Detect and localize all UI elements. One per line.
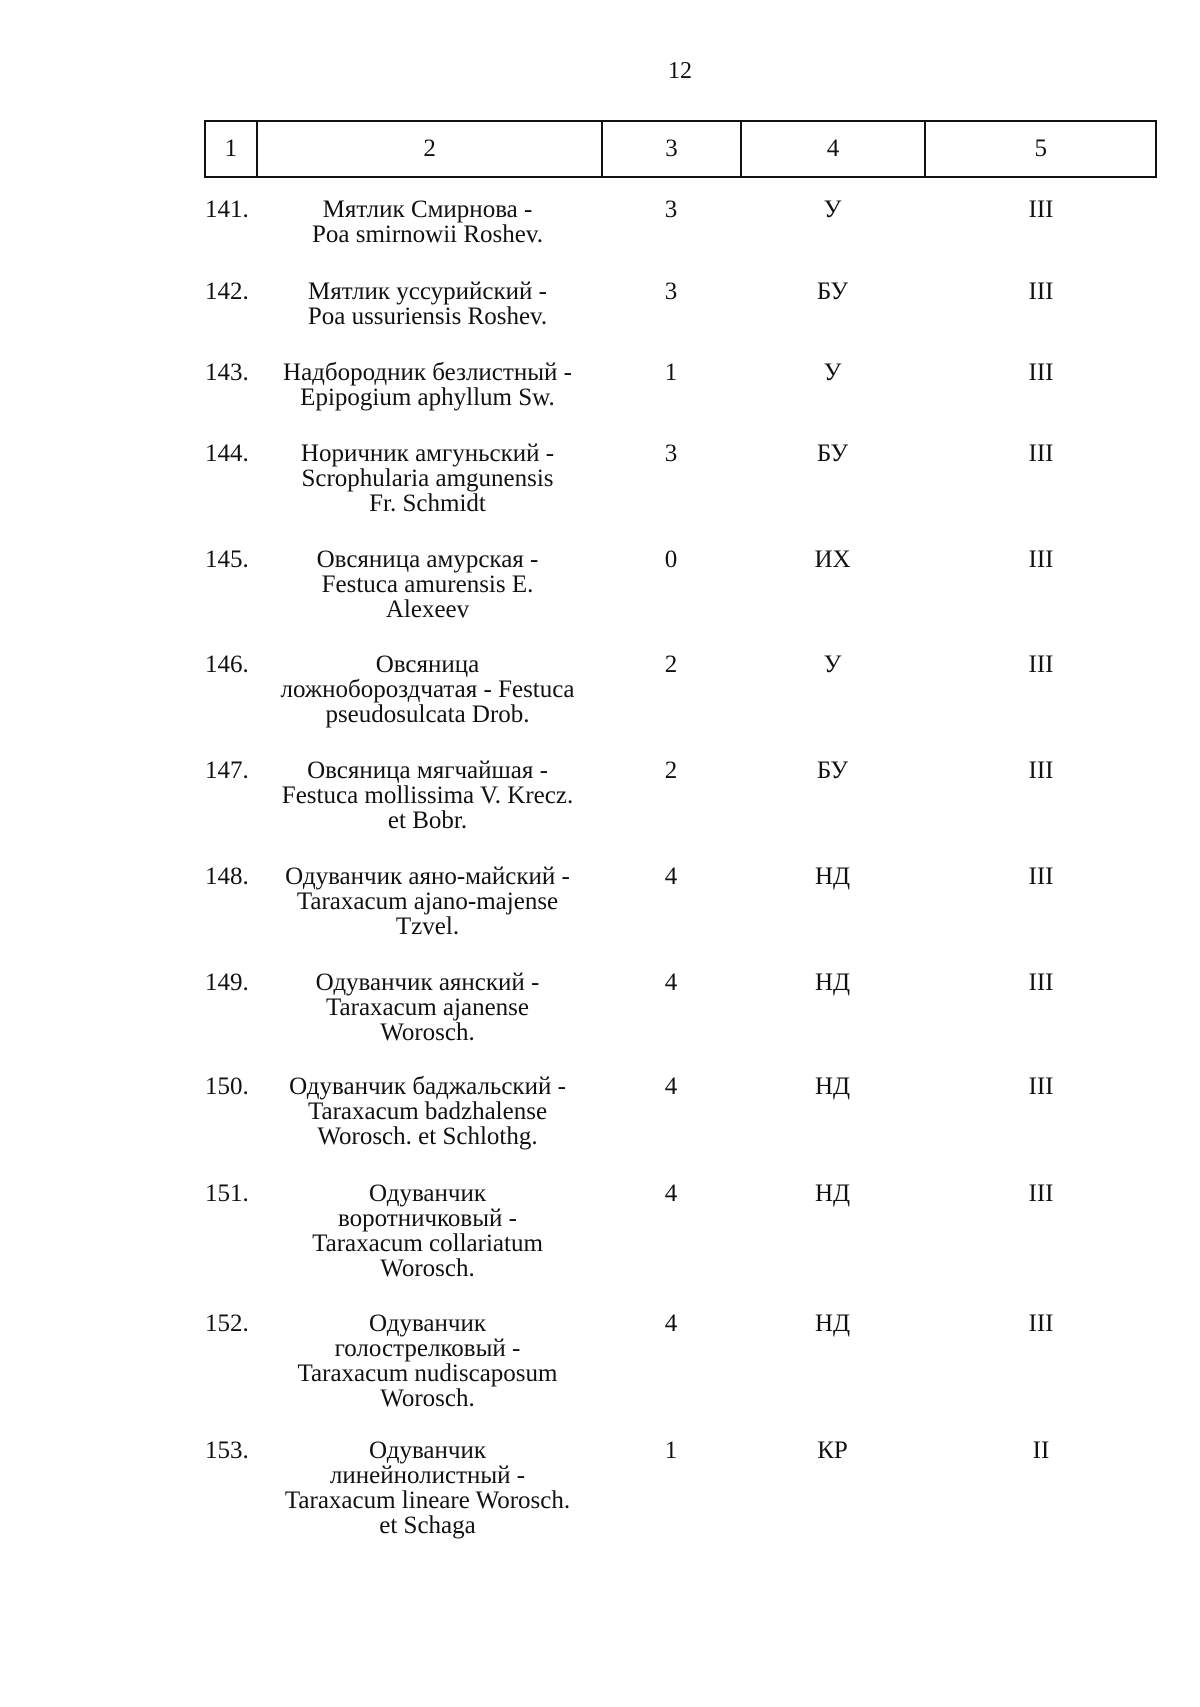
species-name	[250, 1181, 605, 1281]
priority-class: III	[1028, 440, 1054, 467]
priority-class: III	[1028, 546, 1054, 573]
status-code: БУ	[816, 757, 849, 784]
status-code: ИХ	[814, 546, 851, 573]
species-name	[250, 864, 605, 939]
species-name	[250, 441, 605, 516]
species-name	[250, 970, 605, 1045]
species-name	[250, 758, 605, 833]
status-category: 4	[664, 969, 678, 996]
species-name-line: Worosch.	[380, 1255, 475, 1282]
row-number: 152.	[205, 1310, 249, 1337]
species-name-line: Норичник амгуньский -	[300, 440, 555, 467]
status-code: У	[823, 651, 842, 678]
priority-class: III	[1028, 359, 1054, 386]
status-category: 4	[664, 863, 678, 890]
species-name-line: Одуванчик аянский -	[315, 969, 540, 996]
species-name	[250, 652, 605, 727]
status-category: 1	[664, 359, 678, 386]
species-name-line: Овсяница мягчайшая -	[307, 757, 548, 784]
status-category: 3	[664, 196, 678, 223]
species-name-line: Alexeev	[385, 596, 470, 623]
priority-class: III	[1028, 278, 1054, 305]
species-name-line: Taraxacum lineare Worosch.	[284, 1487, 571, 1514]
row-number: 142.	[205, 278, 249, 305]
column-header-2: 2	[257, 121, 603, 177]
status-category: 4	[664, 1073, 678, 1100]
species-name-line: Poa smirnowii Roshev.	[311, 221, 544, 248]
column-header-5: 5	[925, 121, 1156, 177]
status-category: 1	[664, 1437, 678, 1464]
species-name-line: Fr. Schmidt	[369, 490, 486, 517]
row-number: 141.	[205, 196, 249, 223]
status-category: 0	[664, 546, 678, 573]
species-name-line: ложнобороздчатая - Festuca	[280, 676, 575, 703]
species-name-line: Scrophularia amgunensis	[301, 465, 554, 492]
status-code: НД	[814, 1073, 851, 1100]
species-name-line: голострелковый -	[334, 1335, 521, 1362]
species-name-line: Одуванчик баджальский -	[289, 1073, 566, 1100]
species-name-line: Worosch.	[380, 1019, 475, 1046]
species-name-line: воротничковый -	[338, 1205, 517, 1232]
row-number: 153.	[205, 1437, 249, 1464]
species-name-line: Овсяница амурская -	[316, 546, 539, 573]
column-header-4: 4	[741, 121, 926, 177]
species-name	[250, 1438, 605, 1538]
status-category: 3	[664, 278, 678, 305]
species-name-line: Одуванчик аяно-майский -	[285, 863, 570, 890]
status-code: У	[823, 359, 842, 386]
status-category: 2	[664, 651, 678, 678]
species-name-line: Мятлик уссурийский -	[308, 278, 547, 305]
status-code: НД	[814, 1310, 851, 1337]
species-name-line: Одуванчик	[369, 1180, 486, 1207]
status-category: 4	[664, 1310, 678, 1337]
status-code: НД	[814, 863, 851, 890]
row-number: 151.	[205, 1180, 249, 1207]
status-category: 4	[664, 1180, 678, 1207]
status-category: 3	[664, 440, 678, 467]
species-name-line: Taraxacum ajano-majense	[296, 888, 559, 915]
status-code: БУ	[816, 278, 849, 305]
species-name-line: Tzvel.	[395, 913, 460, 940]
priority-class: III	[1028, 1180, 1054, 1207]
page-number: 12	[668, 58, 692, 84]
species-name-line: Taraxacum collariatum	[312, 1230, 543, 1257]
status-code: БУ	[816, 440, 849, 467]
priority-class: III	[1028, 757, 1054, 784]
priority-class: III	[1028, 1073, 1054, 1100]
species-name-line: Epipogium aphyllum Sw.	[300, 384, 555, 411]
species-name-line: Taraxacum nudiscaposum	[297, 1360, 558, 1387]
species-name	[250, 547, 605, 622]
row-number: 148.	[205, 863, 249, 890]
species-name-line: Taraxacum ajanense	[326, 994, 529, 1021]
row-number: 144.	[205, 440, 249, 467]
species-name-line: Festuca mollissima V. Krecz.	[281, 782, 574, 809]
row-number: 143.	[205, 359, 249, 386]
species-name-line: Надбородник безлистный -	[283, 359, 572, 386]
species-name	[250, 1311, 605, 1411]
status-code: КР	[817, 1437, 848, 1464]
species-name-line: Овсяница	[375, 651, 480, 678]
species-name-line: Poa ussuriensis Roshev.	[307, 303, 548, 330]
species-name	[250, 1074, 605, 1149]
status-code: НД	[814, 969, 851, 996]
species-name-line: Одуванчик	[369, 1310, 486, 1337]
species-name-line: Worosch. et Schlothg.	[317, 1123, 538, 1150]
column-header-1: 1	[205, 121, 257, 177]
species-name-line: Worosch.	[380, 1385, 475, 1412]
priority-class: III	[1028, 196, 1054, 223]
species-name	[250, 279, 605, 329]
species-name-line: линейнолистный -	[329, 1462, 526, 1489]
row-number: 147.	[205, 757, 249, 784]
row-number: 145.	[205, 546, 249, 573]
status-code: У	[823, 196, 842, 223]
species-name-line: Festuca amurensis E.	[321, 571, 534, 598]
species-name-line: pseudosulcata Drob.	[325, 701, 530, 728]
priority-class: II	[1032, 1437, 1050, 1464]
priority-class: III	[1028, 1310, 1054, 1337]
priority-class: III	[1028, 651, 1054, 678]
species-name-line: Taraxacum badzhalense	[307, 1098, 548, 1125]
species-name-line: Одуванчик	[369, 1437, 486, 1464]
species-name-line: Мятлик Смирнова -	[322, 196, 533, 223]
row-number: 149.	[205, 969, 249, 996]
status-code: НД	[814, 1180, 851, 1207]
row-number: 150.	[205, 1073, 249, 1100]
row-number: 146.	[205, 651, 249, 678]
priority-class: III	[1028, 863, 1054, 890]
species-name	[250, 197, 605, 247]
species-name-line: et Bobr.	[387, 807, 468, 834]
priority-class: III	[1028, 969, 1054, 996]
column-header-3: 3	[602, 121, 740, 177]
species-name	[250, 360, 605, 410]
status-category: 2	[664, 757, 678, 784]
species-name-line: et Schaga	[379, 1512, 476, 1539]
